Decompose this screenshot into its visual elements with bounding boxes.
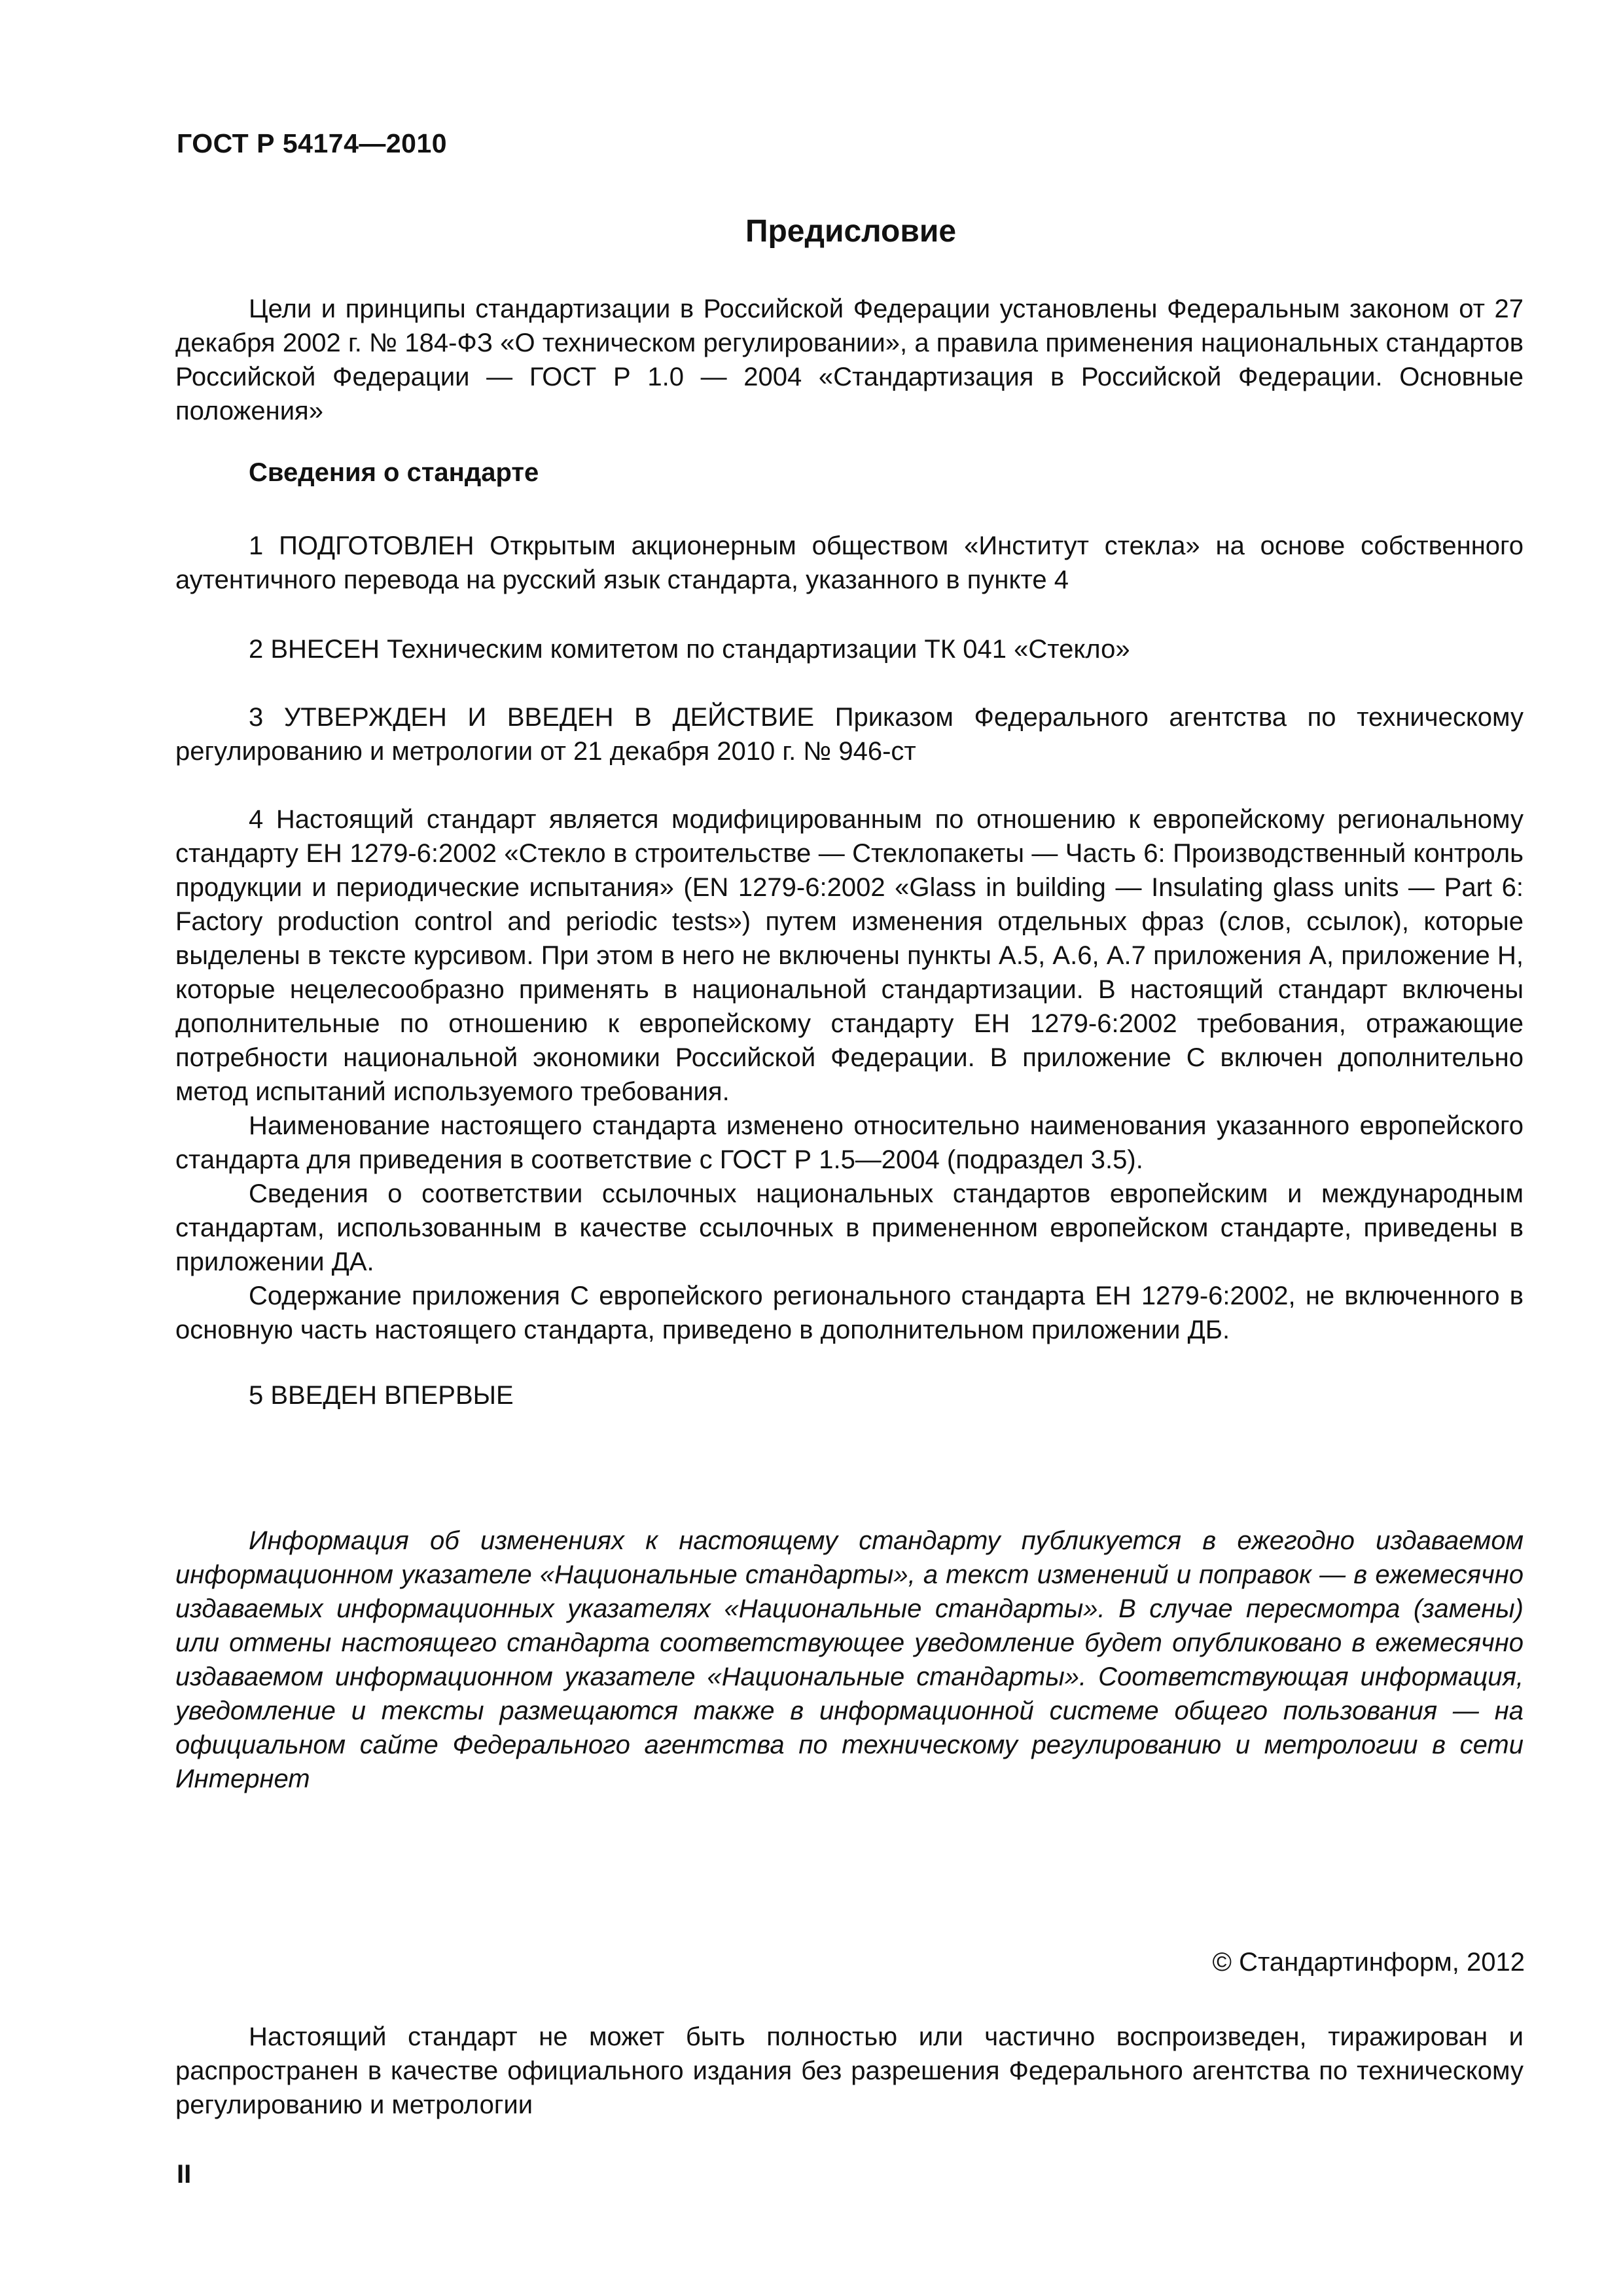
item-5-paragraph: 5 ВВЕДЕН ВПЕРВЫЕ [249,1381,514,1410]
info-notice-paragraph: Информация об изменениях к настоящему стандарту публикуется в ежегодно издаваемом информационном указателе «Национальные стандарты», а текст изменений и поправок — в ежемесячно издаваемых информационных указателях «Национальные стандарты». В случае пересмотра (замены) или отмены настоящего стандарта соответствующее уведомление будет опубликовано в ежемесячно издаваемом информационном указателе «Национальные стандарты». Соответствующая информация, уведомление и тексты размещаются также в информационной системе общего пользования — на официальном сайте Федерального агентства по техническому регулированию и метрологии в сети Интернет [175,1526,1524,1793]
page-title: Предисловие [745,214,957,249]
item-4-title-change-paragraph: Наименование настоящего стандарта изменено относительно наименования указанного европейского стандарта для приведения в соответствие с ГОСТ Р 1.5—2004 (подраздел 3.5). [175,1111,1524,1174]
reproduction-notice-paragraph: Настоящий стандарт не может быть полностью или частично воспроизведен, тиражирован и распространен в качестве официального издания без разрешения Федерального агентства по техническому регулированию и метрологии [175,2022,1524,2119]
item-2-paragraph: 2 ВНЕСЕН Техническим комитетом по стандартизации ТК 041 «Стекло» [249,635,1130,664]
item-3-paragraph: 3 УТВЕРЖДЕН И ВВЕДЕН В ДЕЙСТВИЕ Приказом Федерального агентства по техническому регулированию и метрологии от 21 декабря 2010 г. № 946-ст [175,703,1524,766]
intro-paragraph: Цели и принципы стандартизации в Российской Федерации установлены Федеральным законом от 27 декабря 2002 г. № 184-ФЗ «О техническом регулировании», а правила применения национальных стандартов Российской Федерации — ГОСТ Р 1.0 — 2004 «Стандартизация в Российской Федерации. Основные положения» [175,295,1524,425]
section-heading: Сведения о стандарте [249,458,539,487]
document-code-header: ГОСТ Р 54174—2010 [177,128,448,158]
item-4-annex-paragraph: Содержание приложения С европейского регионального стандарта ЕН 1279-6:2002, не включенного в основную часть настоящего стандарта, приведено в дополнительном приложении ДБ. [175,1282,1524,1344]
item-4-block [175,802,1524,1347]
item-1-paragraph: 1 ПОДГОТОВЛЕН Открытым акционерным обществом «Институт стекла» на основе собственного аутентичного перевода на русский язык стандарта, указанного в пункте 4 [175,531,1524,594]
copyright-line: © Стандартинформ, 2012 [1212,1948,1525,1977]
item-4-references-paragraph: Сведения о соответствии ссылочных национальных стандартов европейским и международным стандартам, использованным в качестве ссылочных в примененном европейском стандарте, приведены в приложении ДА. [175,1179,1524,1276]
item-4-paragraph: 4 Настоящий стандарт является модифицированным по отношению к европейскому региональному стандарту ЕН 1279-6:2002 «Стекло в строительстве — Стеклопакеты — Часть 6: Производственный контроль продукции и периодические испытания» (EN 1279-6:2002 «Glass in building — Insulating glass units — Part 6: Factory production control and periodic tests») путем изменения отдельных фраз (слов, ссылок), которые выделены в тексте курсивом. При этом в него не включены пункты А.5, А.6, А.7 приложения А, приложение Н, которые нецелесообразно применять в национальной стандартизации. В настоящий стандарт включены дополнительные по отношению к европейскому стандарту ЕН 1279-6:2002 требования, отражающие потребности национальной экономики Российской Федерации. В приложение С включен дополнительно метод испытаний используемого требования. [175,805,1524,1106]
page-number: II [177,2160,192,2189]
